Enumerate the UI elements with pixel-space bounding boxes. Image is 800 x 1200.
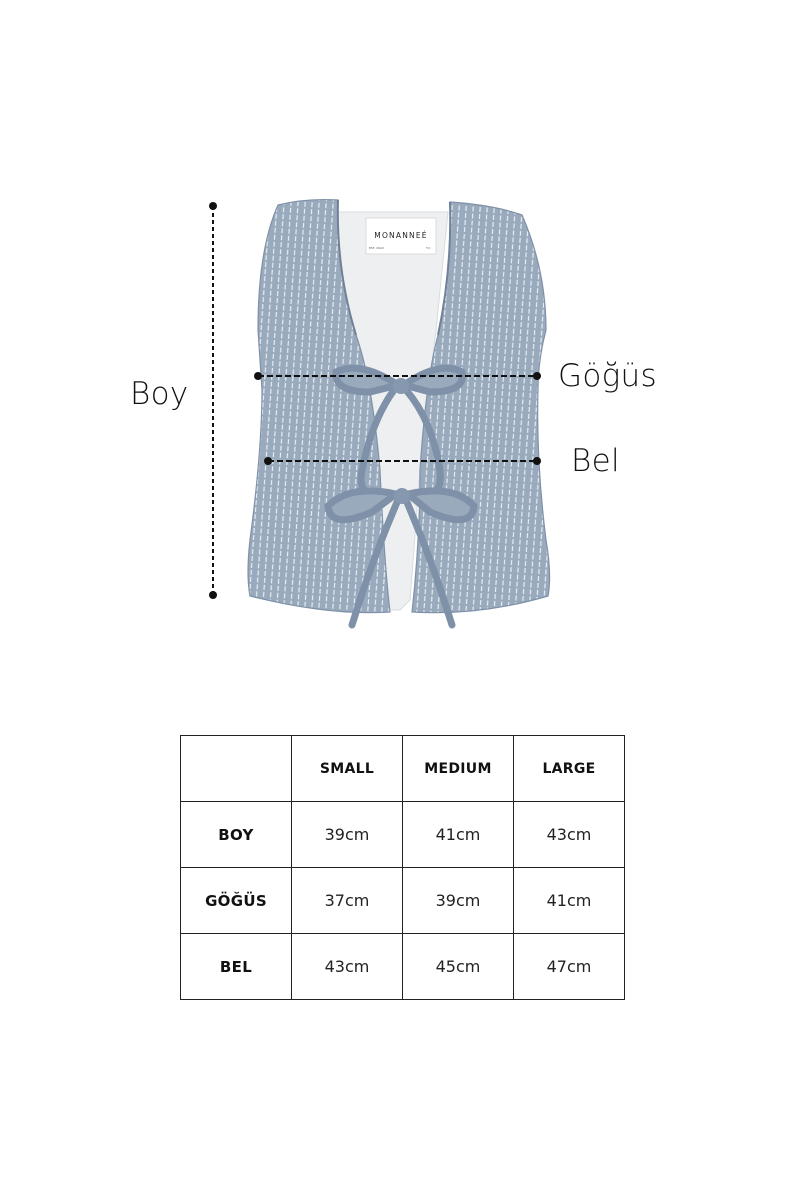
table-cell: 47cm	[514, 934, 625, 1000]
brand-label	[366, 218, 436, 254]
column-header-medium: MEDIUM	[403, 736, 514, 802]
size-chart-header-row	[181, 736, 625, 802]
table-cell: 37cm	[292, 868, 403, 934]
waist-label: Bel	[571, 443, 620, 479]
row-header-length: BOY	[181, 802, 292, 868]
row-header-chest: GÖĞÜS	[181, 868, 292, 934]
table-row	[181, 934, 625, 1000]
table-row	[181, 868, 625, 934]
length-label: Boy	[130, 376, 189, 412]
lower-bow-knot	[394, 488, 410, 504]
size-chart-table	[180, 735, 625, 1000]
chest-measure-left-dot	[254, 372, 262, 380]
table-cell: 39cm	[403, 868, 514, 934]
size-chart-corner-cell	[181, 736, 292, 802]
length-measure-bottom-dot	[209, 591, 217, 599]
chest-measure-right-dot	[533, 372, 541, 380]
brand-est-text: EST. 2022	[369, 246, 384, 250]
length-measure-line	[209, 202, 217, 599]
brand-logo-text: MONANNEÉ	[374, 231, 428, 240]
upper-bow-knot	[393, 378, 409, 394]
waist-measure-right-dot	[533, 457, 541, 465]
table-row	[181, 802, 625, 868]
column-header-small: SMALL	[292, 736, 403, 802]
table-cell: 45cm	[403, 934, 514, 1000]
brand-size-text: T.C	[426, 246, 431, 250]
row-header-waist: BEL	[181, 934, 292, 1000]
table-cell: 43cm	[292, 934, 403, 1000]
chest-label: Göğüs	[558, 358, 657, 394]
table-cell: 43cm	[514, 802, 625, 868]
table-cell: 41cm	[514, 868, 625, 934]
waist-measure-left-dot	[264, 457, 272, 465]
table-cell: 39cm	[292, 802, 403, 868]
column-header-large: LARGE	[514, 736, 625, 802]
length-measure-top-dot	[209, 202, 217, 210]
table-cell: 41cm	[403, 802, 514, 868]
